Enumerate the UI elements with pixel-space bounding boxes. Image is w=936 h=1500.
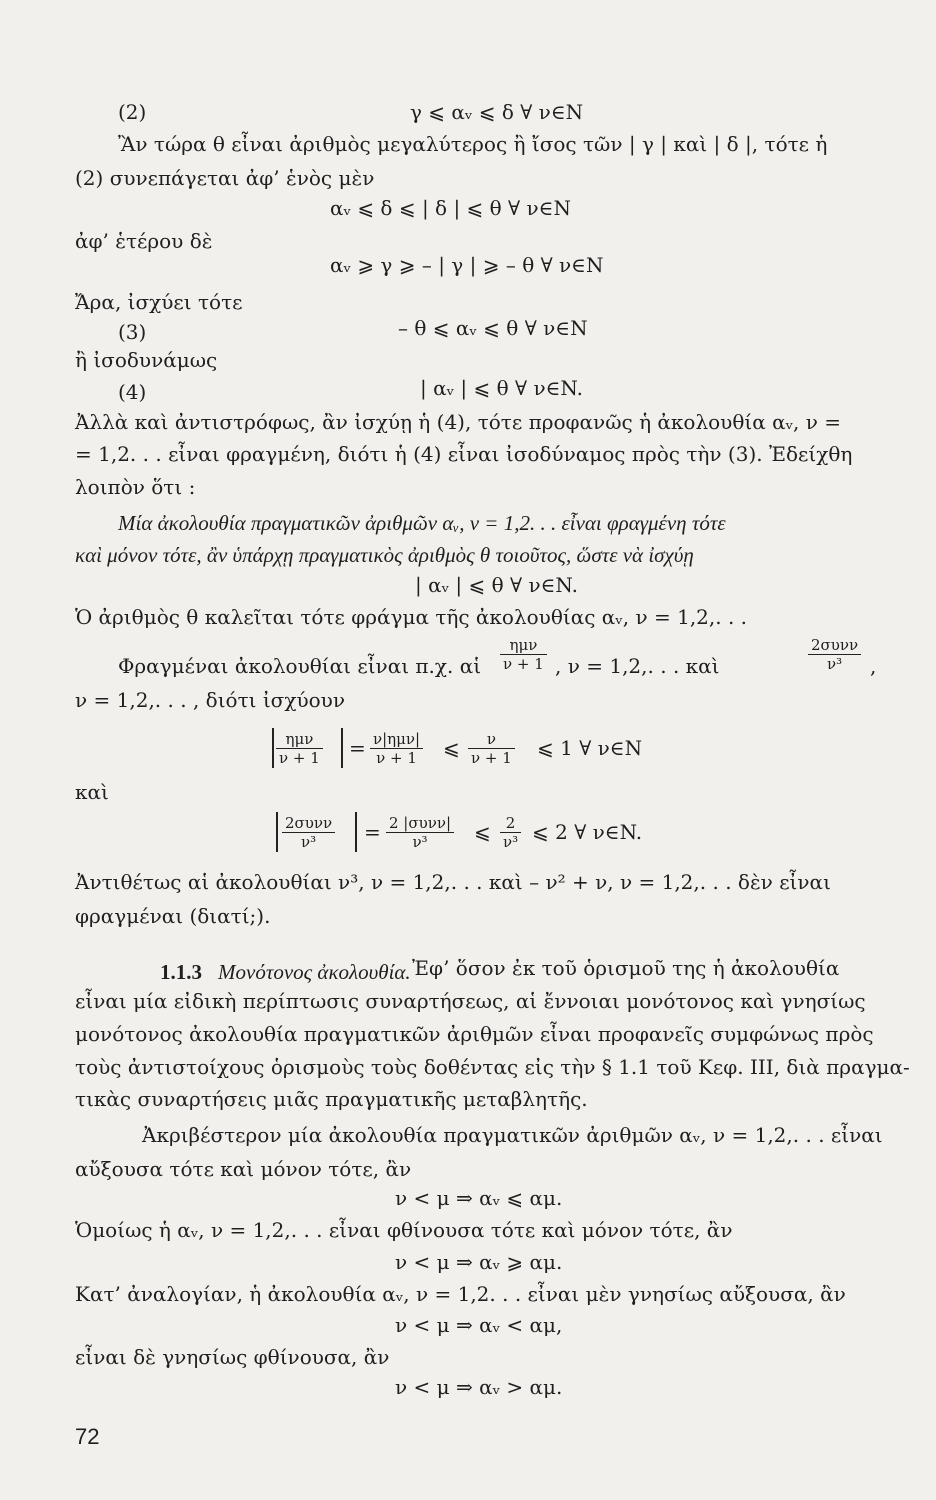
bound-tail: ⩽ 2 ∀ ν∈N. <box>532 820 643 844</box>
numerator: 2 <box>500 814 521 833</box>
fraction-2abs-cos-over-n-cubed <box>386 814 454 851</box>
text-line: Ἐφ’ ὅσον ἐκ τοῦ ὁρισμοῦ της ἡ ἀκολουθία <box>412 956 840 980</box>
text-line: Ὁμοίως ἡ αᵥ, ν = 1,2,. . . εἶναι φθίνουσα τότε καὶ μόνον τότε, ἂν <box>75 1218 733 1242</box>
implication: ν < μ ⇒ αᵥ > αμ. <box>395 1375 563 1399</box>
abs-bar-left <box>272 728 274 768</box>
text-line: Ἄρα, ἰσχύει τότε <box>75 290 243 314</box>
text-line: Ἀλλὰ καὶ ἀντιστρόφως, ἂν ἰσχύῃ ἡ (4), τότε προφανῶς ἡ ἀκολουθία αᵥ, ν = <box>75 410 842 434</box>
text-line: ἀφ’ ἑτέρου δὲ <box>75 229 213 253</box>
equation-number-3: (3) <box>118 320 147 344</box>
text-line: φραγμέναι (διατί;). <box>75 904 271 928</box>
abs-bar-right <box>355 812 357 852</box>
fraction-n-abs-sin-over-n-plus-1 <box>370 730 423 767</box>
numerator: 2 |συνν| <box>386 814 454 833</box>
text-line: τοὺς ἀντιστοίχους ὁρισμοὺς τοὺς δοθέντας εἰς τὴν § 1.1 τοῦ Κεφ. III, διὰ πραγμα- <box>75 1055 910 1079</box>
denominator: ν³ <box>827 655 843 673</box>
text-line: λοιπὸν ὅτι : <box>75 475 196 499</box>
implication: ν < μ ⇒ αᵥ ⩾ αμ. <box>395 1250 563 1274</box>
denominator: ν + 1 <box>471 749 512 767</box>
numerator: ν <box>468 730 515 749</box>
text-line: εἶναι μία εἰδικὴ περίπτωσις συναρτήσεως, αἱ ἔννοιαι μονότονος καὶ γνησίως <box>75 989 866 1013</box>
fraction-sin-over-n-plus-1 <box>276 730 323 767</box>
numerator: ημν <box>500 636 547 655</box>
text-line: τικὰς συναρτήσεις μιᾶς πραγματικῆς μεταβλητῆς. <box>75 1087 588 1111</box>
equation-2: γ ⩽ αᵥ ⩽ δ ∀ ν∈N <box>410 100 584 124</box>
text-line: , <box>870 654 877 678</box>
text-line: Ἂν τώρα θ εἶναι ἀριθμὸς μεγαλύτερος ἢ ἴσος τῶν | γ | καὶ | δ |, τότε ἡ <box>118 132 828 156</box>
fraction-2cos-over-n-cubed <box>808 636 861 673</box>
section-title: Μονότονος ἀκολουθία. <box>218 960 411 984</box>
denominator: ν + 1 <box>503 655 544 673</box>
text-line: εἶναι δὲ γνησίως φθίνουσα, ἂν <box>75 1345 390 1369</box>
inequality: αᵥ ⩾ γ ⩾ – | γ | ⩾ – θ ∀ ν∈N <box>330 253 604 277</box>
theorem-line: Μία ἀκολουθία πραγματικῶν ἀριθμῶν αᵥ, ν = 1,2. . . εἶναι φραγμένη τότε <box>118 511 726 535</box>
fraction-n-over-n-plus-1 <box>468 730 515 767</box>
fraction-2cos-over-n-cubed <box>282 814 335 851</box>
fraction-sin-over-n-plus-1 <box>500 636 547 673</box>
numerator: 2συνν <box>282 814 335 833</box>
text-line: ν = 1,2,. . . , διότι ἰσχύουν <box>75 688 345 712</box>
text-line: Ὁ ἀριθμὸς θ καλεῖται τότε φράγμα τῆς ἀκολουθίας αᵥ, ν = 1,2,. . . <box>75 605 748 629</box>
theorem-line: καὶ μόνον τότε, ἂν ὑπάρχῃ πραγματικὸς ἀριθμὸς θ τοιοῦτος, ὥστε νὰ ἰσχύῃ <box>75 543 694 567</box>
less-equal-sign: ⩽ <box>443 736 460 760</box>
denominator: ν³ <box>503 833 519 851</box>
text-line: (2) συνεπάγεται ἀφ’ ἑνὸς μὲν <box>75 166 375 190</box>
text-line: καὶ <box>75 780 109 804</box>
text-line: , ν = 1,2,. . . καὶ <box>555 654 720 678</box>
theorem-inequality: | αᵥ | ⩽ θ ∀ ν∈N. <box>415 573 578 597</box>
abs-bar-right <box>341 728 343 768</box>
denominator: ν³ <box>301 833 317 851</box>
equation-number-4: (4) <box>118 380 147 404</box>
equation-number-2: (2) <box>118 100 147 124</box>
text-line: μονότονος ἀκολουθία πραγματικῶν ἀριθμῶν εἶναι προφανεῖς συμφώνως πρὸς <box>75 1022 874 1046</box>
denominator: ν³ <box>412 833 428 851</box>
denominator: ν + 1 <box>279 749 320 767</box>
numerator: 2συνν <box>808 636 861 655</box>
less-equal-sign: ⩽ <box>474 820 491 844</box>
bound-tail: ⩽ 1 ∀ ν∈N <box>537 736 643 760</box>
equals-sign: = <box>349 736 366 760</box>
numerator: ημν <box>276 730 323 749</box>
page-number: 72 <box>75 1424 100 1449</box>
abs-bar-left <box>276 812 278 852</box>
fraction-2-over-n-cubed <box>500 814 521 851</box>
text-line: Ἀκριβέστερον μία ἀκολουθία πραγματικῶν ἀριθμῶν αᵥ, ν = 1,2,. . . εἶναι <box>142 1123 883 1147</box>
text-line: = 1,2. . . εἶναι φραγμένη, διότι ἡ (4) εἶναι ἰσοδύναμος πρὸς τὴν (3). Ἐδείχθη <box>75 442 853 466</box>
text-line: Κατ’ ἀναλογίαν, ἡ ἀκολουθία αᵥ, ν = 1,2. . . εἶναι μὲν γνησίως αὔξουσα, ἂν <box>75 1282 846 1306</box>
text-line: ἢ ἰσοδυνάμως <box>75 348 218 372</box>
numerator: ν|ημν| <box>370 730 423 749</box>
implication: ν < μ ⇒ αᵥ < αμ, <box>395 1313 563 1337</box>
text-line: Ἀντιθέτως αἱ ἀκολουθίαι ν³, ν = 1,2,. . . καὶ – ν² + ν, ν = 1,2,. . . δὲν εἶναι <box>75 870 831 894</box>
equals-sign: = <box>364 820 381 844</box>
equation-3: – θ ⩽ αᵥ ⩽ θ ∀ ν∈N <box>398 316 588 340</box>
denominator: ν + 1 <box>376 749 417 767</box>
text-line: Φραγμέναι ἀκολουθίαι εἶναι π.χ. αἱ <box>118 654 482 678</box>
text-line: αὔξουσα τότε καὶ μόνον τότε, ἂν <box>75 1157 412 1181</box>
section-number: 1.1.3 <box>160 960 202 984</box>
equation-4: | αᵥ | ⩽ θ ∀ ν∈N. <box>420 376 583 400</box>
implication: ν < μ ⇒ αᵥ ⩽ αμ. <box>395 1186 563 1210</box>
inequality: αᵥ ⩽ δ ⩽ | δ | ⩽ θ ∀ ν∈N <box>330 196 571 220</box>
